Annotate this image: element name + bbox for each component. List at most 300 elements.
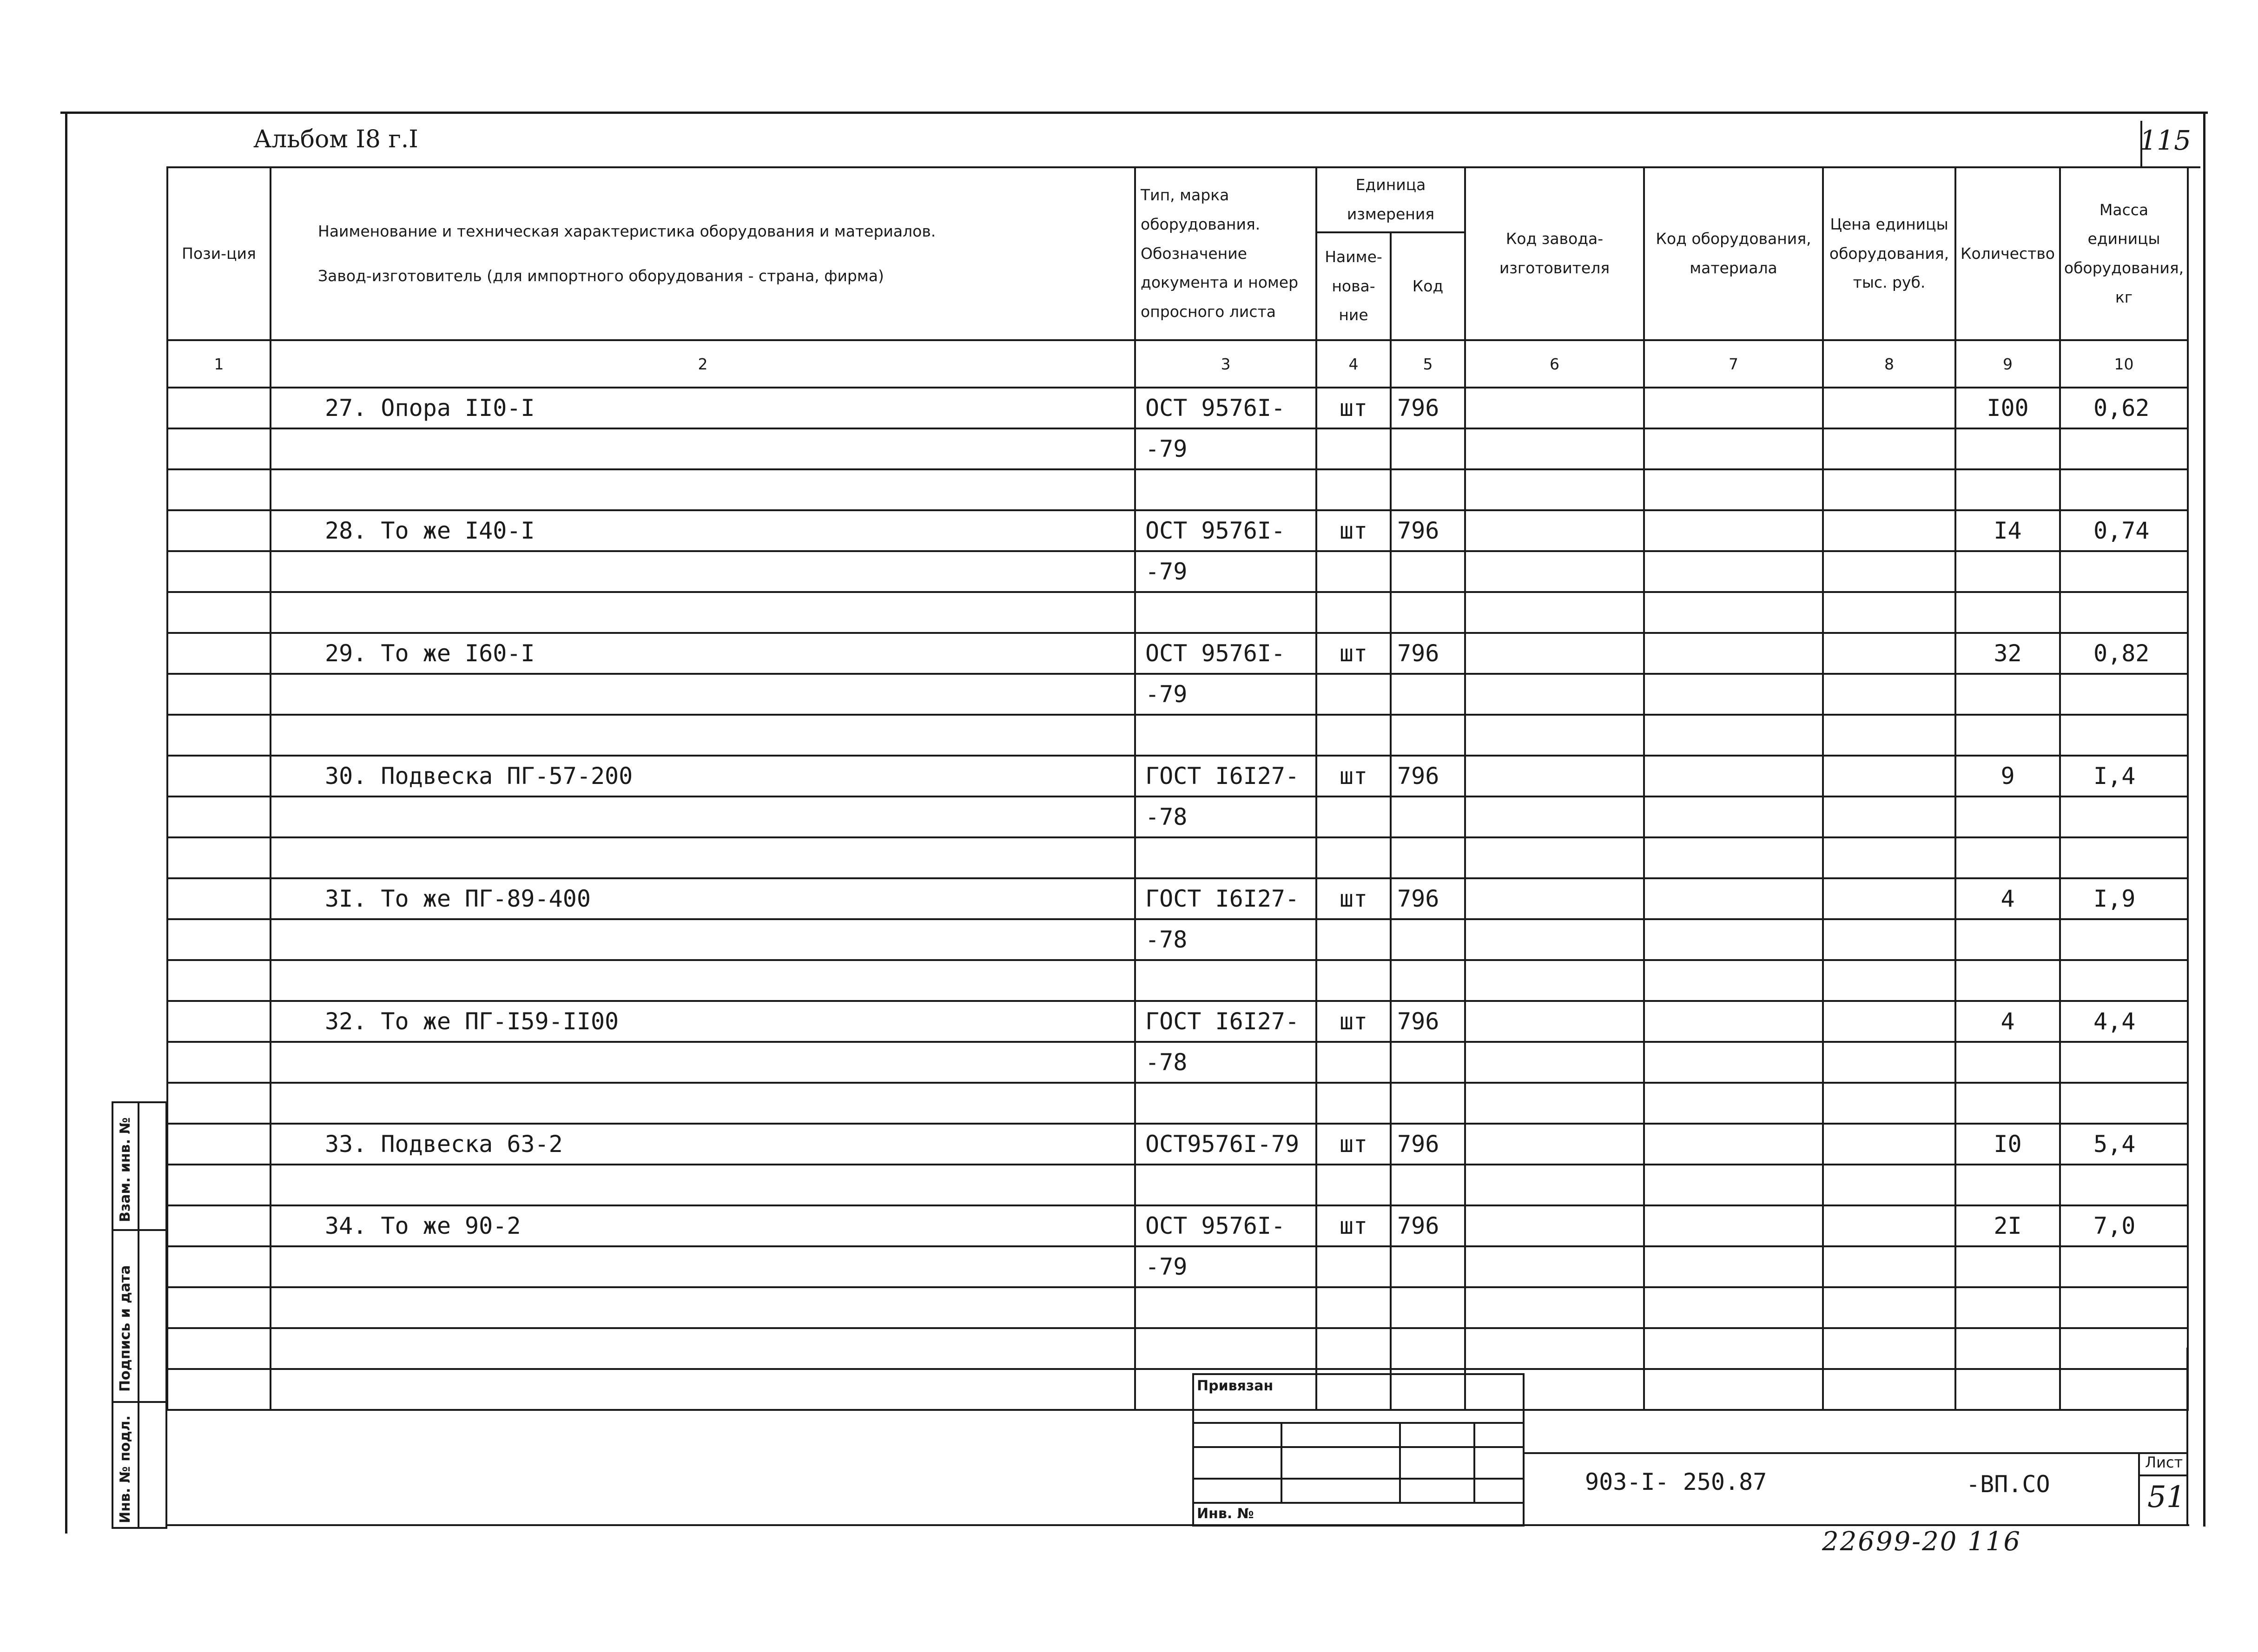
cell-unit: [1316, 551, 1391, 592]
cell-qty: [1955, 1042, 2060, 1083]
cell-unit: шт: [1316, 510, 1391, 551]
cell-price: [1823, 756, 1955, 796]
cell-pos: [167, 428, 271, 469]
cell-pos: [167, 1042, 271, 1083]
cell-price: [1823, 878, 1955, 919]
cell-unit: шт: [1316, 1205, 1391, 1246]
cell-equip: [1644, 674, 1823, 715]
cell-price: [1823, 919, 1955, 960]
table-row: [167, 919, 2188, 960]
cell-pos: [167, 633, 271, 674]
cell-qty: 32: [1955, 633, 2060, 674]
cell-factory: [1465, 510, 1644, 551]
cell-unit: [1316, 796, 1391, 837]
cell-price: [1823, 715, 1955, 756]
cell-qty: [1955, 1165, 2060, 1205]
cell-name: [271, 674, 1135, 715]
cell-unit: [1316, 715, 1391, 756]
cell-ucode: 796: [1391, 1001, 1465, 1042]
cell-factory: [1465, 756, 1644, 796]
cell-ucode: 796: [1391, 878, 1465, 919]
col-number: 2: [271, 340, 1135, 388]
cell-price: [1823, 592, 1955, 633]
cell-name: 34. То же 90-2: [271, 1205, 1135, 1246]
side-label-podpis: Подпись и дата: [117, 1265, 133, 1392]
cell-pos: [167, 756, 271, 796]
cell-name: [271, 428, 1135, 469]
header-equipment-code: Код оборудования, материала: [1644, 167, 1823, 340]
sheet-label: Лист: [2145, 1454, 2183, 1471]
cell-ucode: [1391, 551, 1465, 592]
cell-price: [1823, 674, 1955, 715]
table-row: [167, 1369, 2188, 1410]
table-row: [167, 715, 2188, 756]
cell-factory: [1465, 469, 1644, 510]
header-unit-name: Наиме-нова-ние: [1316, 232, 1391, 340]
footer-handwritten-note: 22699-20 116: [1822, 1527, 2022, 1557]
table-row: [167, 428, 2188, 469]
cell-name: 28. То же I40-I: [271, 510, 1135, 551]
cell-factory: [1465, 1205, 1644, 1246]
cell-unit: шт: [1316, 1124, 1391, 1165]
cell-ucode: [1391, 592, 1465, 633]
cell-price: [1823, 510, 1955, 551]
header-price: Цена единицы оборудования, тыс. руб.: [1823, 167, 1955, 340]
stamp-line: [1281, 1422, 1282, 1502]
cell-qty: [1955, 551, 2060, 592]
cell-qty: [1955, 469, 2060, 510]
cell-pos: [167, 1287, 271, 1328]
cell-price: [1823, 1369, 1955, 1410]
cell-ucode: [1391, 919, 1465, 960]
title-block-line: [1525, 1452, 2188, 1454]
cell-unit: шт: [1316, 1001, 1391, 1042]
cell-factory: [1465, 388, 1644, 428]
col-number: 10: [2060, 340, 2188, 388]
cell-equip: [1644, 796, 1823, 837]
table-row: [167, 1287, 2188, 1328]
cell-mass: [2060, 837, 2188, 878]
cell-ucode: 796: [1391, 388, 1465, 428]
table-row: [167, 1205, 2188, 1246]
cell-price: [1823, 1205, 1955, 1246]
cell-unit: шт: [1316, 633, 1391, 674]
cell-code: [1135, 715, 1316, 756]
cell-price: [1823, 551, 1955, 592]
col-number: 4: [1316, 340, 1391, 388]
frame-right-line: [2203, 112, 2205, 1527]
cell-unit: шт: [1316, 756, 1391, 796]
cell-ucode: 796: [1391, 1205, 1465, 1246]
cell-mass: [2060, 1165, 2188, 1205]
cell-factory: [1465, 878, 1644, 919]
cell-code: -79: [1135, 428, 1316, 469]
cell-pos: [167, 796, 271, 837]
cell-mass: [2060, 1042, 2188, 1083]
cell-qty: I4: [1955, 510, 2060, 551]
table-row: [167, 1042, 2188, 1083]
cell-ucode: [1391, 1165, 1465, 1205]
col-number: 1: [167, 340, 271, 388]
cell-qty: [1955, 674, 2060, 715]
cell-factory: [1465, 592, 1644, 633]
cell-unit: [1316, 1165, 1391, 1205]
cell-price: [1823, 960, 1955, 1001]
cell-factory: [1465, 428, 1644, 469]
cell-unit: [1316, 837, 1391, 878]
cell-code: [1135, 1083, 1316, 1124]
cell-equip: [1644, 1205, 1823, 1246]
table-row: [167, 1165, 2188, 1205]
cell-equip: [1644, 551, 1823, 592]
cell-ucode: 796: [1391, 510, 1465, 551]
cell-price: [1823, 837, 1955, 878]
table-row: [167, 1246, 2188, 1287]
cell-qty: [1955, 1287, 2060, 1328]
cell-price: [1823, 1287, 1955, 1328]
cell-mass: 7,0: [2060, 1205, 2188, 1246]
table-row: [167, 1001, 2188, 1042]
cell-equip: [1644, 1246, 1823, 1287]
header-mass: Масса единицы оборудования, кг: [2060, 167, 2188, 340]
cell-code: [1135, 960, 1316, 1001]
cell-qty: [1955, 796, 2060, 837]
cell-mass: [2060, 796, 2188, 837]
cell-mass: [2060, 1328, 2188, 1369]
cell-unit: [1316, 919, 1391, 960]
cell-equip: [1644, 919, 1823, 960]
cell-mass: [2060, 919, 2188, 960]
cell-pos: [167, 919, 271, 960]
cell-factory: [1465, 837, 1644, 878]
table-row: [167, 837, 2188, 878]
cell-equip: [1644, 428, 1823, 469]
sheet-corner-number: 115: [2139, 125, 2191, 156]
cell-qty: 2I: [1955, 1205, 2060, 1246]
cell-code: ОСТ 9576I-: [1135, 388, 1316, 428]
cell-price: [1823, 469, 1955, 510]
stamp-inventory-label: Инв. №: [1197, 1506, 1254, 1522]
cell-pos: [167, 551, 271, 592]
side-label-vzam: Взам. инв. №: [117, 1117, 133, 1222]
cell-ucode: [1391, 960, 1465, 1001]
cell-mass: [2060, 1083, 2188, 1124]
cell-price: [1823, 633, 1955, 674]
cell-name: 29. То же I60-I: [271, 633, 1135, 674]
cell-price: [1823, 1165, 1955, 1205]
cell-name: 30. Подвеска ПГ-57-200: [271, 756, 1135, 796]
cell-qty: I0: [1955, 1124, 2060, 1165]
cell-mass: [2060, 1369, 2188, 1410]
table-row: [167, 388, 2188, 428]
col-number: 8: [1823, 340, 1955, 388]
cell-equip: [1644, 592, 1823, 633]
cell-code: ОСТ9576I-79: [1135, 1124, 1316, 1165]
sheet-number: 51: [2147, 1480, 2185, 1514]
cell-pos: [167, 1328, 271, 1369]
cell-code: [1135, 592, 1316, 633]
cell-name: 32. То же ПГ-I59-II00: [271, 1001, 1135, 1042]
cell-factory: [1465, 1328, 1644, 1369]
cell-qty: [1955, 428, 2060, 469]
table-row: [167, 469, 2188, 510]
cell-factory: [1465, 551, 1644, 592]
cell-pos: [167, 510, 271, 551]
cell-equip: [1644, 469, 1823, 510]
header-name-line-2: Завод-изготовитель (для импортного оборудования - страна, фирма): [318, 267, 884, 285]
cell-unit: [1316, 1042, 1391, 1083]
cell-qty: [1955, 1083, 2060, 1124]
cell-code: -78: [1135, 796, 1316, 837]
cell-qty: [1955, 960, 2060, 1001]
cell-qty: [1955, 837, 2060, 878]
cell-factory: [1465, 674, 1644, 715]
col-number: 3: [1135, 340, 1316, 388]
cell-code: -79: [1135, 551, 1316, 592]
cell-equip: [1644, 878, 1823, 919]
cell-code: [1135, 1287, 1316, 1328]
cell-name: [271, 551, 1135, 592]
col-number: 9: [1955, 340, 2060, 388]
cell-pos: [167, 1124, 271, 1165]
cell-ucode: [1391, 1287, 1465, 1328]
cell-pos: [167, 1246, 271, 1287]
cell-mass: 0,62: [2060, 388, 2188, 428]
header-name-line-1: Наименование и техническая характеристика оборудования и материалов.: [318, 222, 936, 241]
table-row: [167, 1328, 2188, 1369]
cell-name: 33. Подвеска 63-2: [271, 1124, 1135, 1165]
table-row: [167, 674, 2188, 715]
cell-mass: 0,74: [2060, 510, 2188, 551]
cell-price: [1823, 1001, 1955, 1042]
cell-name: 3I. То же ПГ-89-400: [271, 878, 1135, 919]
cell-price: [1823, 1083, 1955, 1124]
stamp-title: Привязан: [1197, 1378, 1274, 1394]
cell-qty: [1955, 919, 2060, 960]
cell-equip: [1644, 1165, 1823, 1205]
cell-pos: [167, 878, 271, 919]
cell-equip: [1644, 715, 1823, 756]
cell-factory: [1465, 1287, 1644, 1328]
cell-mass: [2060, 674, 2188, 715]
cell-name: [271, 796, 1135, 837]
cell-price: [1823, 1328, 1955, 1369]
cell-equip: [1644, 388, 1823, 428]
cell-code: ОСТ 9576I-: [1135, 1205, 1316, 1246]
header-position: Пози-ция: [167, 167, 271, 340]
table-row: [167, 1083, 2188, 1124]
cell-mass: [2060, 1246, 2188, 1287]
cell-code: ОСТ 9576I-: [1135, 510, 1316, 551]
table-body: [167, 388, 2188, 1410]
cell-qty: 4: [1955, 878, 2060, 919]
cell-factory: [1465, 1042, 1644, 1083]
sheet-number-divider: [2138, 1474, 2188, 1476]
cell-name: [271, 1042, 1135, 1083]
cell-name: [271, 1246, 1135, 1287]
cell-factory: [1465, 1165, 1644, 1205]
table-row: [167, 960, 2188, 1001]
header-unit-code: Код: [1391, 232, 1465, 340]
table-row: [167, 510, 2188, 551]
cell-mass: [2060, 960, 2188, 1001]
header-factory-code: Код завода-изготовителя: [1465, 167, 1644, 340]
cell-mass: [2060, 551, 2188, 592]
cell-code: ГОСТ I6I27-: [1135, 878, 1316, 919]
col-number: 5: [1391, 340, 1465, 388]
cell-name: 27. Опора II0-I: [271, 388, 1135, 428]
table-row: [167, 796, 2188, 837]
cell-unit: [1316, 1287, 1391, 1328]
table-row: [167, 633, 2188, 674]
cell-unit: [1316, 469, 1391, 510]
cell-pos: [167, 960, 271, 1001]
cell-ucode: [1391, 1328, 1465, 1369]
cell-name: [271, 919, 1135, 960]
cell-factory: [1465, 715, 1644, 756]
cell-unit: [1316, 1246, 1391, 1287]
cell-ucode: [1391, 1042, 1465, 1083]
cell-mass: [2060, 715, 2188, 756]
cell-equip: [1644, 837, 1823, 878]
cell-pos: [167, 715, 271, 756]
cell-unit: шт: [1316, 878, 1391, 919]
cell-factory: [1465, 796, 1644, 837]
cell-unit: шт: [1316, 388, 1391, 428]
cell-price: [1823, 1246, 1955, 1287]
side-stamp-divider: [112, 1401, 167, 1403]
cell-mass: I,4: [2060, 756, 2188, 796]
cell-unit: [1316, 1083, 1391, 1124]
cell-unit: [1316, 592, 1391, 633]
cell-equip: [1644, 1083, 1823, 1124]
cell-mass: 0,82: [2060, 633, 2188, 674]
cell-ucode: [1391, 796, 1465, 837]
cell-ucode: 796: [1391, 1124, 1465, 1165]
cell-pos: [167, 1369, 271, 1410]
cell-ucode: [1391, 428, 1465, 469]
stamp-line: [1192, 1502, 1525, 1504]
cell-pos: [167, 1205, 271, 1246]
cell-factory: [1465, 960, 1644, 1001]
cell-name: [271, 1083, 1135, 1124]
cell-price: [1823, 1124, 1955, 1165]
cell-name: [271, 1328, 1135, 1369]
table-row: [167, 551, 2188, 592]
cell-unit: [1316, 674, 1391, 715]
cell-unit: [1316, 1328, 1391, 1369]
cell-qty: 4: [1955, 1001, 2060, 1042]
cell-pos: [167, 388, 271, 428]
cell-pos: [167, 1083, 271, 1124]
cell-price: [1823, 388, 1955, 428]
cell-qty: [1955, 715, 2060, 756]
cell-code: -78: [1135, 919, 1316, 960]
cell-name: [271, 837, 1135, 878]
table-row: [167, 756, 2188, 796]
cell-code: ГОСТ I6I27-: [1135, 1001, 1316, 1042]
cell-pos: [167, 1165, 271, 1205]
cell-equip: [1644, 960, 1823, 1001]
cell-factory: [1465, 1083, 1644, 1124]
cell-ucode: [1391, 1083, 1465, 1124]
cell-qty: I00: [1955, 388, 2060, 428]
col-number: 6: [1465, 340, 1644, 388]
cell-factory: [1465, 1246, 1644, 1287]
cell-name: [271, 1369, 1135, 1410]
sheet-corner-box: [2140, 121, 2200, 168]
header-mark: Тип, марка оборудования. Обозначение документа и номер опросного листа: [1135, 167, 1316, 340]
bottom-frame-line: [167, 1524, 2189, 1526]
equipment-spec-table: [166, 166, 2189, 1411]
cell-ucode: 796: [1391, 633, 1465, 674]
cell-name: [271, 469, 1135, 510]
cell-equip: [1644, 1369, 1823, 1410]
cell-mass: [2060, 1287, 2188, 1328]
cell-price: [1823, 428, 1955, 469]
cell-mass: [2060, 469, 2188, 510]
cell-code: ГОСТ I6I27-: [1135, 756, 1316, 796]
cell-code: -79: [1135, 674, 1316, 715]
cell-ucode: [1391, 469, 1465, 510]
cell-qty: [1955, 1246, 2060, 1287]
side-label-inv-podl: Инв. № подл.: [117, 1415, 133, 1523]
header-quantity: Количество: [1955, 167, 2060, 340]
cell-qty: [1955, 1369, 2060, 1410]
side-stamp-divider: [112, 1229, 167, 1231]
cell-unit: [1316, 960, 1391, 1001]
cell-ucode: [1391, 837, 1465, 878]
cell-equip: [1644, 1287, 1823, 1328]
header-unit-group: Единица измерения: [1316, 167, 1465, 232]
cell-factory: [1465, 1001, 1644, 1042]
cell-qty: [1955, 1328, 2060, 1369]
cell-ucode: [1391, 715, 1465, 756]
cell-unit: [1316, 428, 1391, 469]
album-label: Альбом I8 г.I: [253, 125, 418, 153]
cell-pos: [167, 674, 271, 715]
cell-mass: [2060, 428, 2188, 469]
cell-pos: [167, 469, 271, 510]
cell-ucode: 796: [1391, 756, 1465, 796]
cell-equip: [1644, 510, 1823, 551]
cell-ucode: [1391, 674, 1465, 715]
cell-code: -78: [1135, 1042, 1316, 1083]
side-stamp-column-divider: [138, 1101, 139, 1529]
table-row: [167, 592, 2188, 633]
cell-equip: [1644, 756, 1823, 796]
cell-name: [271, 1287, 1135, 1328]
document-designation: 903-I- 250.87: [1585, 1468, 1767, 1495]
frame-left-line: [65, 112, 67, 1534]
cell-name: [271, 715, 1135, 756]
cell-code: [1135, 469, 1316, 510]
cell-name: [271, 960, 1135, 1001]
header-name: [271, 167, 1135, 340]
stamp-line: [1473, 1422, 1475, 1502]
cell-qty: [1955, 592, 2060, 633]
cell-price: [1823, 796, 1955, 837]
cell-name: [271, 1165, 1135, 1205]
cell-ucode: [1391, 1246, 1465, 1287]
cell-equip: [1644, 1042, 1823, 1083]
cell-factory: [1465, 633, 1644, 674]
stamp-line: [1399, 1422, 1401, 1502]
cell-factory: [1465, 919, 1644, 960]
cell-code: ОСТ 9576I-: [1135, 633, 1316, 674]
table-row: [167, 878, 2188, 919]
cell-code: [1135, 1328, 1316, 1369]
